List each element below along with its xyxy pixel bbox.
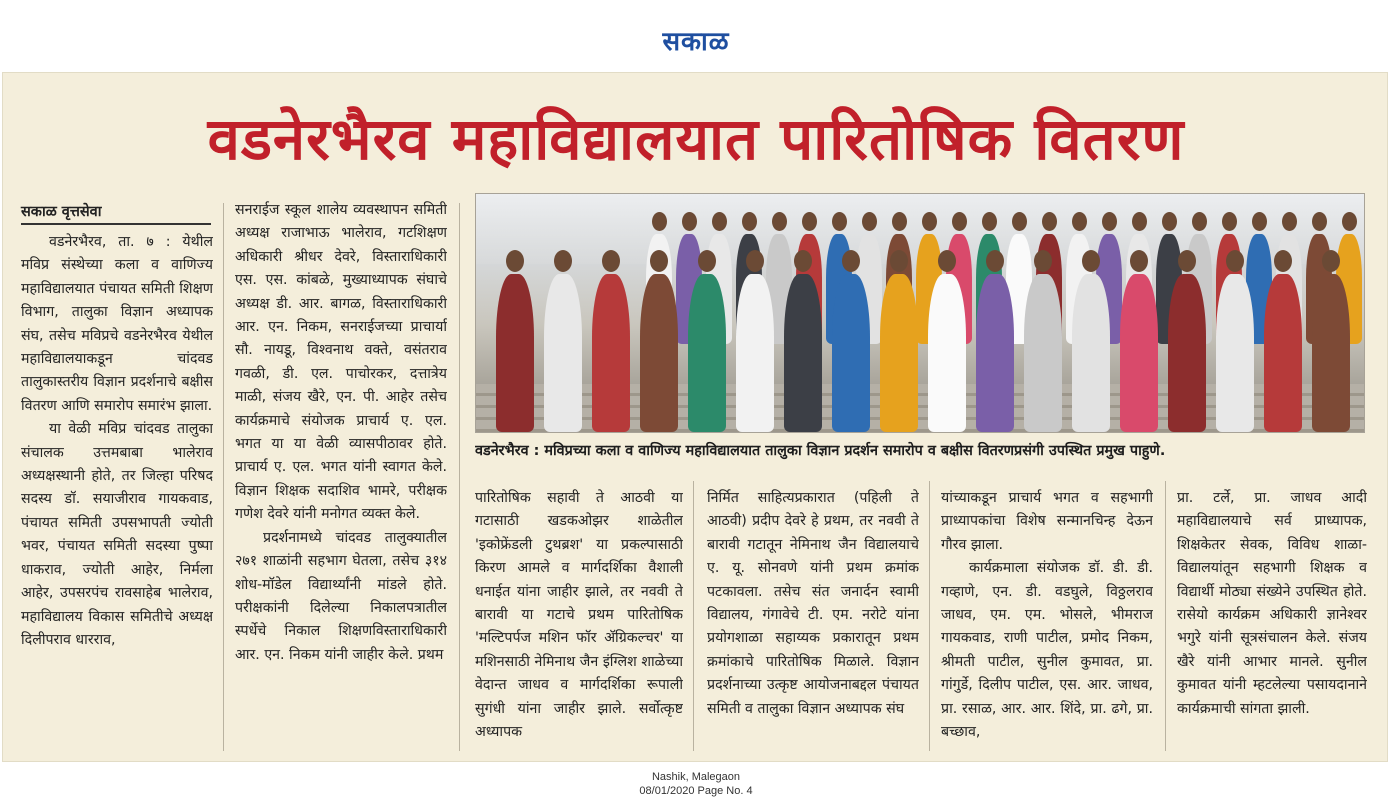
photo-figure-head xyxy=(1178,250,1196,272)
photo-figure-head xyxy=(712,212,727,231)
photo-figure-head xyxy=(1082,250,1100,272)
photo-figure xyxy=(1312,274,1350,432)
photo-figure xyxy=(976,274,1014,432)
photo-figure-head xyxy=(652,212,667,231)
photo-figure-head xyxy=(938,250,956,272)
event-photo xyxy=(475,193,1365,433)
column-divider xyxy=(459,203,460,751)
photo-figure-head xyxy=(1192,212,1207,231)
photo-figure-head xyxy=(832,212,847,231)
photo-figure-head xyxy=(1342,212,1357,231)
photo-figure-head xyxy=(892,212,907,231)
photo-figure-head xyxy=(802,212,817,231)
photo-figure xyxy=(1168,274,1206,432)
photo-figure-head xyxy=(554,250,572,272)
photo-figure xyxy=(832,274,870,432)
paragraph: प्रा. टर्ले, प्रा. जाधव आदी महाविद्यालयाचे सर्व प्राध्यापक, शिक्षकेतर सेवक, विविध शाळा-विद्यालयांतून सहभागी शिक्षक व विद्यार्थी मोठ्या संख्येने उपस्थित होते. रासेयो कार्यक्रम अधिकारी ज्ञानेश्वर भगुरे यांनी सूत्रसंचालन केले. संजय खैरे यांनी आभार मानले. सुनील कुमावत यांनी म्हटलेल्या पसायदानाने कार्यक्रमाची सांगता झाली. xyxy=(1177,490,1367,717)
article-column-2 xyxy=(235,199,447,751)
column-divider xyxy=(1165,481,1166,751)
byline-rule xyxy=(21,223,211,225)
paragraph: सनराईज स्कूल शालेय व्यवस्थापन समिती अध्यक्ष राजाभाऊ भालेराव, गटशिक्षण अधिकारी श्रीधर देवरे, विस्ताराधिकारी एस. एस. कांबळे, मुख्याध्यापक संघाचे अध्यक्ष डी. आर. बागळ, विस्ताराधिकारी आर. एन. निकम, सनराईजच्या प्राचार्या सौ. नायडू, विश्वनाथ वक्ते, वसंतराव गवळी, डी. एल. पाचोरकर, दत्तात्रेय माळी, संजय खैरे, एन. पी. आहेर तसेच कार्यक्रमाचे संयोजक प्राचार्य ए. एल. भगत या या वेळी व्यासपीठावर होते. प्राचार्य ए. एल. भगत यांनी स्वागत केले. विज्ञान शिक्षक सदाशिव भामरे, परीक्षक गणेश देवरे यांनी मनोगत व्यक्त केले. xyxy=(235,202,447,523)
headline: वडनेरभैरव महाविद्यालयात पारितोषिक वितरण xyxy=(207,105,1185,173)
photo-figure-head xyxy=(682,212,697,231)
paragraph: वडनेरभैरव, ता. ७ : येथील मविप्र संस्थेच्या कला व वाणिज्य महाविद्यालयात पंचायत समिती शिक्षण विभाग, तालुका विज्ञान अध्यापक संघ, तसेच मविप्रचे वडनेरभैरव येथील महाविद्यालयाकडून चांदवड तालुकास्तरीय विज्ञान प्रदर्शनाचे बक्षीस वितरण आणि समारोप समारंभ झाला. xyxy=(21,234,213,414)
article-column-6 xyxy=(1177,487,1367,751)
photo-figure xyxy=(544,274,582,432)
photo-figure xyxy=(736,274,774,432)
photo-figure xyxy=(1264,274,1302,432)
byline: सकाळ वृत्तसेवा xyxy=(21,204,102,220)
paragraph: कार्यक्रमाला संयोजक डॉ. डी. डी. गव्हाणे, एन. डी. वडघुले, विठ्ठलराव जाधव, एम. एम. भोसले, भीमराज गायकवाड, राणी पाटील, प्रमोद निकम, श्रीमती पाटील, सुनील कुमावत, प्रा. गांगुर्डे, दिलीप पाटील, एस. आर. जाधव, प्रा. रसाळ, आर. आर. शिंदे, प्रा. ढगे, प्रा. बच्छाव, xyxy=(941,560,1153,741)
photo-figure xyxy=(928,274,966,432)
photo-figure-head xyxy=(1012,212,1027,231)
photo-figure-head xyxy=(794,250,812,272)
photo-figure-head xyxy=(982,212,997,231)
article-column-5 xyxy=(941,487,1153,751)
photo-figure-head xyxy=(742,212,757,231)
photo-figure-head xyxy=(1042,212,1057,231)
photo-figure-head xyxy=(1132,212,1147,231)
article-column-1 xyxy=(21,231,213,751)
photo-figure xyxy=(592,274,630,432)
photo-figure-head xyxy=(650,250,668,272)
photo-figure xyxy=(496,274,534,432)
photo-figure-head xyxy=(1102,212,1117,231)
photo-figure-head xyxy=(1274,250,1292,272)
photo-figure-head xyxy=(1282,212,1297,231)
photo-figure-head xyxy=(602,250,620,272)
photo-figure-head xyxy=(1226,250,1244,272)
column-divider xyxy=(929,481,930,751)
photo-figure-head xyxy=(1252,212,1267,231)
paragraph: प्रदर्शनामध्ये चांदवड तालुक्यातील २७१ शाळांनी सहभाग घेतला, तसेच ३१४ शोध-मॉडेल विद्यार्थ्यांनी मांडले होते. परीक्षकांनी दिलेल्या निकालपत्रातील स्पर्धेचे निकाल शिक्षणविस्ताराधिकारी आर. एन. निकम यांनी जाहीर केले. प्रथम xyxy=(235,529,447,663)
photo-figure-head xyxy=(1162,212,1177,231)
photo-caption: वडनेरभैरव : मविप्रच्या कला व वाणिज्य महाविद्यालयात तालुका विज्ञान प्रदर्शन समारोप व बक्षीस वितरणप्रसंगी उपस्थित प्रमुख पाहुणे. xyxy=(475,443,1166,459)
photo-figure-head xyxy=(1322,250,1340,272)
photo-figure xyxy=(880,274,918,432)
photo-figure xyxy=(1120,274,1158,432)
news-clipping xyxy=(2,72,1388,762)
paragraph: निर्मित साहित्यप्रकारात (पहिली ते आठवी) प्रदीप देवरे हे प्रथम, तर नववी ते बारावी गटातून नेमिनाथ जैन विद्यालयाचे ए. यू. सोनवणे यांनी प्रथम क्रमांक पटकावला. तसेच संत जनार्दन स्वामी विद्यालय, गंगावेचे टी. एम. नरोटे यांना प्रयोगशाळा सहाय्यक प्रकारातून प्रथम क्रमांकाचे पारितोषिक मिळाले. विज्ञान प्रदर्शनाच्या उत्कृष्ट आयोजनाबद्दल पंचायत समिती व तालुका विज्ञान अध्यापक संघ xyxy=(707,490,919,717)
photo-figure-head xyxy=(952,212,967,231)
column-divider xyxy=(223,203,224,751)
photo-figure-head xyxy=(1222,212,1237,231)
photo-figure-head xyxy=(1072,212,1087,231)
photo-figure-head xyxy=(922,212,937,231)
photo-figure xyxy=(1072,274,1110,432)
photo-figure-head xyxy=(1034,250,1052,272)
photo-figure xyxy=(640,274,678,432)
photo-figure-head xyxy=(986,250,1004,272)
page-footer xyxy=(0,770,1392,798)
photo-figure xyxy=(784,274,822,432)
article-column-4 xyxy=(707,487,919,751)
paragraph: यांच्याकडून प्राचार्य भगत व सहभागी प्राध्यापकांचा विशेष सन्मानचिन्ह देऊन गौरव झाला. xyxy=(941,490,1153,553)
photo-figure xyxy=(688,274,726,432)
article-column-3 xyxy=(475,487,683,751)
photo-figure-head xyxy=(842,250,860,272)
date-page-label: 08/01/2020 Page No. 4 xyxy=(639,785,753,797)
photo-figure-head xyxy=(698,250,716,272)
photo-figure-head xyxy=(772,212,787,231)
photo-figure-head xyxy=(1312,212,1327,231)
masthead-logo: सकाळ xyxy=(662,27,730,57)
photo-figure-head xyxy=(1130,250,1148,272)
paragraph: या वेळी मविप्र चांदवड तालुका संचालक उत्तमबाबा भालेराव अध्यक्षस्थानी होते, तर जिल्हा परिषद सदस्य डॉ. सयाजीराव गायकवाड, पंचायत समिती उपसभापती ज्योती भवर, पंचायत समिती सदस्या पुष्पा धाकराव, ज्योती आहेर, निर्मला आहेर, उपसरपंच रावसाहेब भालेराव, महाविद्यालय विकास समितीचे अध्यक्ष दिलीपराव धारराव, xyxy=(21,421,213,648)
photo-figure-head xyxy=(506,250,524,272)
photo-figure xyxy=(1024,274,1062,432)
paragraph: पारितोषिक सहावी ते आठवी या गटासाठी खडकओझर शाळेतील 'इकोफ्रेंडली टुथब्रश' या प्रकल्पासाठी किरण आमले व मार्गदर्शिका वैशाली धनाईत यांना जाहीर झाले, तर नववी ते बारावी या गटाचे प्रथम पारितोषिक 'मल्टिपर्पज मशिन फॉर ॲग्रिकल्चर' या मशिनसाठी नेमिनाथ जैन इंग्लिश शाळेच्या वेदान्त जाधव व मार्गदर्शिका रूपाली सुगंधी यांना जाहीर झाले. सर्वोत्कृष्ट अध्यापक xyxy=(475,490,683,741)
photo-figure-head xyxy=(746,250,764,272)
photo-figure xyxy=(1216,274,1254,432)
column-divider xyxy=(693,481,694,751)
photo-figure-head xyxy=(890,250,908,272)
edition-label: Nashik, Malegaon xyxy=(651,771,741,783)
photo-figure-head xyxy=(862,212,877,231)
